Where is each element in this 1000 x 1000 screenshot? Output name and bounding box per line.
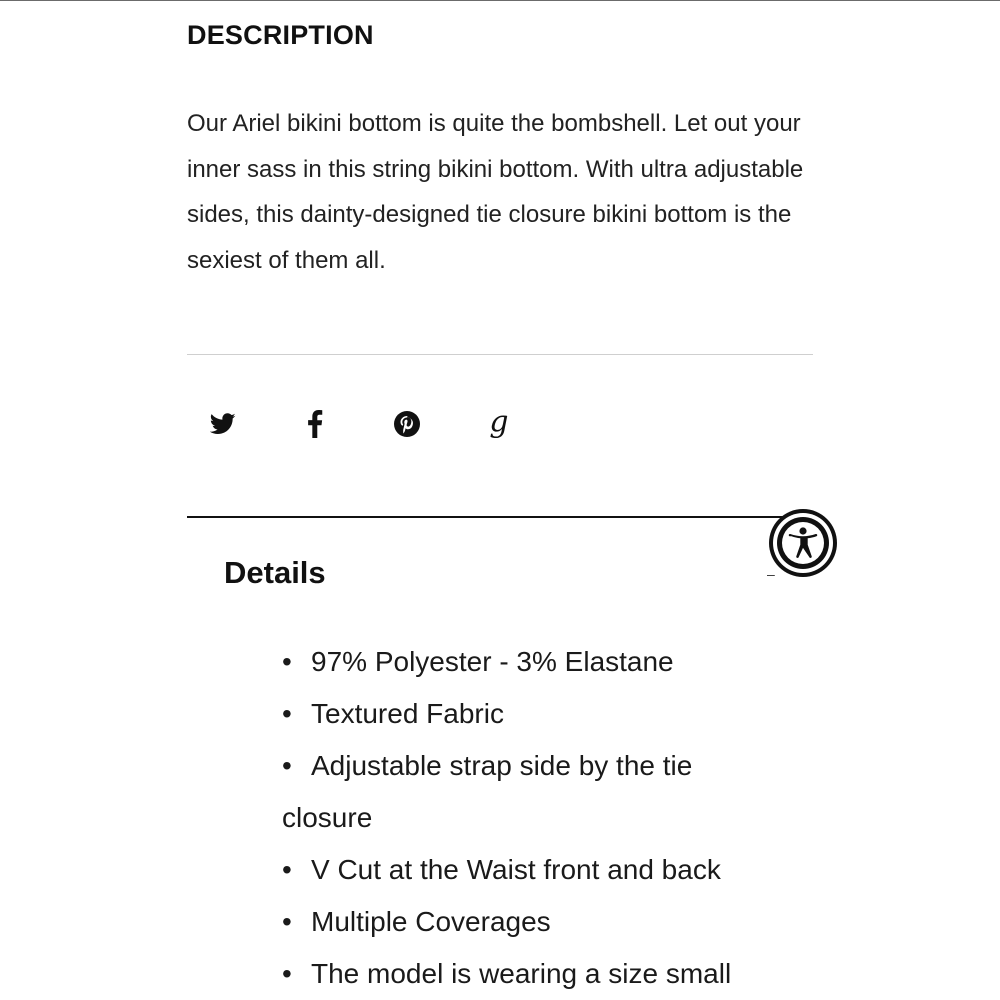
facebook-share-button[interactable]: [283, 392, 347, 456]
list-item: • The model is wearing a size small: [282, 958, 732, 989]
twitter-icon: [210, 413, 236, 435]
description-text: Our Ariel bikini bottom is quite the bombshell. Let out your inner sass in this string bikini bottom. With ultra adjustable sides, this dainty-designed tie closure bikini bottom is the sexiest of them all.: [187, 110, 804, 274]
pinterest-icon: [394, 411, 420, 437]
share-buttons: [187, 392, 587, 456]
accessibility-button[interactable]: [767, 507, 839, 582]
accessibility-icon: [767, 507, 839, 582]
details-divider: [187, 516, 787, 518]
svg-text:g: g: [489, 408, 509, 440]
google-share-button[interactable]: [467, 392, 531, 456]
details-list: [282, 636, 782, 1000]
top-divider: [0, 0, 1000, 1]
list-item: • Adjustable strap side by the tie closure: [282, 750, 693, 833]
twitter-share-button[interactable]: [191, 392, 255, 456]
list-item: • Multiple Coverages: [282, 906, 551, 937]
share-divider: [187, 354, 813, 355]
facebook-icon: [307, 410, 323, 438]
google-icon: [488, 408, 510, 440]
description-heading: DESCRIPTION: [187, 20, 374, 50]
pinterest-share-button[interactable]: [375, 392, 439, 456]
details-heading: Details: [224, 555, 326, 590]
list-item: • Textured Fabric: [282, 698, 504, 729]
list-item: • 97% Polyester - 3% Elastane: [282, 646, 674, 677]
list-item: • V Cut at the Waist front and back: [282, 854, 721, 885]
details-collapse-toggle[interactable]: –: [767, 566, 775, 582]
